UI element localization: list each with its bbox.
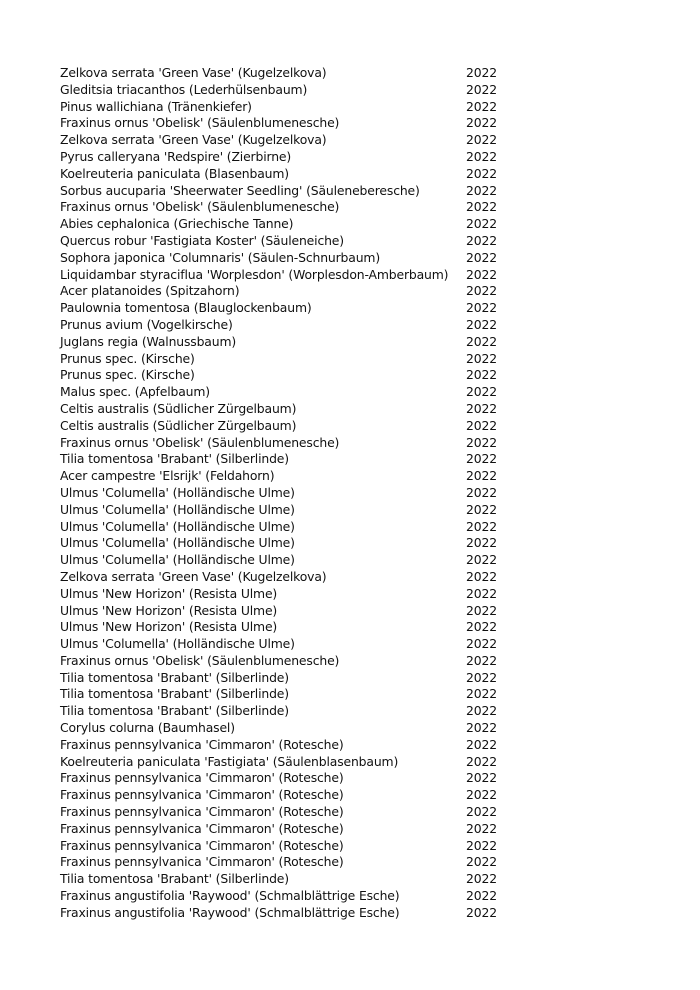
tree-name-cell: Fraxinus pennsylvanica 'Cimmaron' (Rotesche) [60, 837, 344, 853]
tree-name-cell: Fraxinus pennsylvanica 'Cimmaron' (Rotesche) [60, 854, 344, 870]
planting-year-cell: 2022 [466, 585, 497, 601]
tree-name-cell: Fraxinus ornus 'Obelisk' (Säulenblumenesche) [60, 199, 340, 215]
table-row [60, 384, 506, 401]
tree-name-cell: Corylus colurna (Baumhasel) [60, 720, 235, 736]
table-row [60, 401, 506, 418]
planting-year-cell: 2022 [466, 350, 497, 366]
table-row [60, 821, 506, 838]
tree-name-cell: Tilia tomentosa 'Brabant' (Silberlinde) [60, 703, 289, 719]
tree-name-cell: Fraxinus angustifolia 'Raywood' (Schmalblättrige Esche) [60, 888, 400, 904]
planting-year-cell: 2022 [466, 232, 497, 248]
tree-name-cell: Fraxinus ornus 'Obelisk' (Säulenblumenesche) [60, 652, 340, 668]
tree-name-cell: Pinus wallichiana (Tränenkiefer) [60, 98, 252, 114]
tree-name-cell: Fraxinus ornus 'Obelisk' (Säulenblumenesche) [60, 434, 340, 450]
tree-name-cell: Koelreuteria paniculata (Blasenbaum) [60, 165, 289, 181]
table-row [60, 586, 506, 603]
table-row [60, 770, 506, 787]
planting-year-cell: 2022 [466, 451, 497, 467]
planting-year-cell: 2022 [466, 619, 497, 635]
tree-name-cell: Acer campestre 'Elsrijk' (Feldahorn) [60, 468, 275, 484]
planting-year-cell: 2022 [466, 652, 497, 668]
planting-year-cell: 2022 [466, 804, 497, 820]
table-row [60, 636, 506, 653]
planting-year-cell: 2022 [466, 434, 497, 450]
planting-year-cell: 2022 [466, 787, 497, 803]
tree-name-cell: Zelkova serrata 'Green Vase' (Kugelzelkova) [60, 568, 327, 584]
planting-year-cell: 2022 [466, 132, 497, 148]
tree-name-cell: Quercus robur 'Fastigiata Koster' (Säuleneiche) [60, 232, 344, 248]
tree-name-cell: Koelreuteria paniculata 'Fastigiata' (Säulenblasenbaum) [60, 753, 399, 769]
table-row [60, 686, 506, 703]
tree-name-cell: Prunus spec. (Kirsche) [60, 350, 195, 366]
table-row [60, 519, 506, 536]
tree-name-cell: Zelkova serrata 'Green Vase' (Kugelzelkova) [60, 132, 327, 148]
planting-year-cell: 2022 [466, 266, 497, 282]
table-row [60, 451, 506, 468]
tree-name-cell: Prunus spec. (Kirsche) [60, 367, 195, 383]
table-row [60, 653, 506, 670]
table-row [60, 502, 506, 519]
table-row [60, 233, 506, 250]
tree-name-cell: Liquidambar styraciflua 'Worplesdon' (Worplesdon-Amberbaum) [60, 266, 449, 282]
table-row [60, 199, 506, 216]
tree-name-cell: Ulmus 'Columella' (Holländische Ulme) [60, 636, 295, 652]
table-row [60, 485, 506, 502]
table-row [60, 351, 506, 368]
table-row [60, 888, 506, 905]
table-row [60, 82, 506, 99]
planting-year-cell: 2022 [466, 501, 497, 517]
table-row [60, 854, 506, 871]
table-row [60, 250, 506, 267]
planting-year-cell: 2022 [466, 417, 497, 433]
tree-rows [60, 65, 506, 922]
table-row [60, 703, 506, 720]
planting-year-cell: 2022 [466, 468, 497, 484]
planting-year-cell: 2022 [466, 400, 497, 416]
table-row [60, 804, 506, 821]
table-row [60, 216, 506, 233]
tree-name-cell: Ulmus 'Columella' (Holländische Ulme) [60, 501, 295, 517]
table-row [60, 468, 506, 485]
tree-name-cell: Ulmus 'New Horizon' (Resista Ulme) [60, 585, 278, 601]
planting-year-cell: 2022 [466, 65, 497, 80]
table-row [60, 317, 506, 334]
tree-name-cell: Pyrus calleryana 'Redspire' (Zierbirne) [60, 148, 292, 164]
tree-name-cell: Celtis australis (Südlicher Zürgelbaum) [60, 417, 297, 433]
planting-year-cell: 2022 [466, 316, 497, 332]
planting-year-cell: 2022 [466, 283, 497, 299]
tree-name-cell: Fraxinus ornus 'Obelisk' (Säulenblumenesche) [60, 115, 340, 131]
tree-name-cell: Juglans regia (Walnussbaum) [60, 333, 237, 349]
tree-name-cell: Ulmus 'New Horizon' (Resista Ulme) [60, 619, 278, 635]
tree-name-cell: Celtis australis (Südlicher Zürgelbaum) [60, 400, 297, 416]
table-row [60, 367, 506, 384]
table-row [60, 871, 506, 888]
table-row [60, 905, 506, 922]
tree-name-cell: Sophora japonica 'Columnaris' (Säulen-Schnurbaum) [60, 249, 381, 265]
planting-year-cell: 2022 [466, 837, 497, 853]
planting-year-cell: 2022 [466, 518, 497, 534]
tree-planting-table [60, 65, 506, 922]
tree-name-cell: Fraxinus pennsylvanica 'Cimmaron' (Rotesche) [60, 787, 344, 803]
planting-year-cell: 2022 [466, 669, 497, 685]
table-row [60, 435, 506, 452]
tree-name-cell: Prunus avium (Vogelkirsche) [60, 316, 233, 332]
table-row [60, 418, 506, 435]
planting-year-cell: 2022 [466, 871, 497, 887]
table-row [60, 569, 506, 586]
table-row [60, 183, 506, 200]
planting-year-cell: 2022 [466, 888, 497, 904]
table-row [60, 115, 506, 132]
tree-name-cell: Fraxinus pennsylvanica 'Cimmaron' (Rotesche) [60, 736, 344, 752]
tree-name-cell: Ulmus 'New Horizon' (Resista Ulme) [60, 602, 278, 618]
planting-year-cell: 2022 [466, 854, 497, 870]
tree-name-cell: Tilia tomentosa 'Brabant' (Silberlinde) [60, 451, 289, 467]
table-row [60, 149, 506, 166]
table-row [60, 300, 506, 317]
table-row [60, 99, 506, 116]
planting-year-cell: 2022 [466, 568, 497, 584]
tree-name-cell: Tilia tomentosa 'Brabant' (Silberlinde) [60, 871, 289, 887]
tree-name-cell: Ulmus 'Columella' (Holländische Ulme) [60, 535, 295, 551]
table-row [60, 787, 506, 804]
tree-name-cell: Gleditsia triacanthos (Lederhülsenbaum) [60, 81, 308, 97]
table-row [60, 166, 506, 183]
planting-year-cell: 2022 [466, 165, 497, 181]
planting-year-cell: 2022 [466, 182, 497, 198]
planting-year-cell: 2022 [466, 199, 497, 215]
tree-name-cell: Paulownia tomentosa (Blauglockenbaum) [60, 300, 312, 316]
table-row [60, 737, 506, 754]
tree-name-cell: Ulmus 'Columella' (Holländische Ulme) [60, 484, 295, 500]
tree-name-cell: Fraxinus pennsylvanica 'Cimmaron' (Rotesche) [60, 770, 344, 786]
planting-year-cell: 2022 [466, 720, 497, 736]
planting-year-cell: 2022 [466, 552, 497, 568]
tree-name-cell: Zelkova serrata 'Green Vase' (Kugelzelkova) [60, 65, 327, 80]
planting-year-cell: 2022 [466, 148, 497, 164]
planting-year-cell: 2022 [466, 686, 497, 702]
planting-year-cell: 2022 [466, 770, 497, 786]
tree-name-cell: Fraxinus pennsylvanica 'Cimmaron' (Rotesche) [60, 820, 344, 836]
table-row [60, 619, 506, 636]
table-row [60, 720, 506, 737]
table-row [60, 838, 506, 855]
planting-year-cell: 2022 [466, 300, 497, 316]
planting-year-cell: 2022 [466, 384, 497, 400]
planting-year-cell: 2022 [466, 333, 497, 349]
table-row [60, 670, 506, 687]
planting-year-cell: 2022 [466, 636, 497, 652]
tree-name-cell: Tilia tomentosa 'Brabant' (Silberlinde) [60, 686, 289, 702]
table-row [60, 535, 506, 552]
planting-year-cell: 2022 [466, 736, 497, 752]
tree-name-cell: Sorbus aucuparia 'Sheerwater Seedling' (Säuleneberesche) [60, 182, 420, 198]
tree-name-cell: Ulmus 'Columella' (Holländische Ulme) [60, 552, 295, 568]
planting-year-cell: 2022 [466, 602, 497, 618]
planting-year-cell: 2022 [466, 81, 497, 97]
tree-name-cell: Malus spec. (Apfelbaum) [60, 384, 210, 400]
table-row [60, 552, 506, 569]
tree-name-cell: Fraxinus angustifolia 'Raywood' (Schmalblättrige Esche) [60, 904, 400, 920]
planting-year-cell: 2022 [466, 115, 497, 131]
planting-year-cell: 2022 [466, 98, 497, 114]
planting-year-cell: 2022 [466, 367, 497, 383]
tree-name-cell: Tilia tomentosa 'Brabant' (Silberlinde) [60, 669, 289, 685]
table-row [60, 603, 506, 620]
table-row [60, 334, 506, 351]
table-row [60, 65, 506, 82]
planting-year-cell: 2022 [466, 820, 497, 836]
tree-name-cell: Abies cephalonica (Griechische Tanne) [60, 216, 294, 232]
planting-year-cell: 2022 [466, 249, 497, 265]
table-row [60, 283, 506, 300]
planting-year-cell: 2022 [466, 703, 497, 719]
table-row [60, 754, 506, 771]
planting-year-cell: 2022 [466, 535, 497, 551]
planting-year-cell: 2022 [466, 753, 497, 769]
table-row [60, 267, 506, 284]
planting-year-cell: 2022 [466, 216, 497, 232]
tree-name-cell: Acer platanoides (Spitzahorn) [60, 283, 240, 299]
tree-name-cell: Fraxinus pennsylvanica 'Cimmaron' (Rotesche) [60, 804, 344, 820]
table-row [60, 132, 506, 149]
planting-year-cell: 2022 [466, 484, 497, 500]
planting-year-cell: 2022 [466, 904, 497, 920]
tree-name-cell: Ulmus 'Columella' (Holländische Ulme) [60, 518, 295, 534]
